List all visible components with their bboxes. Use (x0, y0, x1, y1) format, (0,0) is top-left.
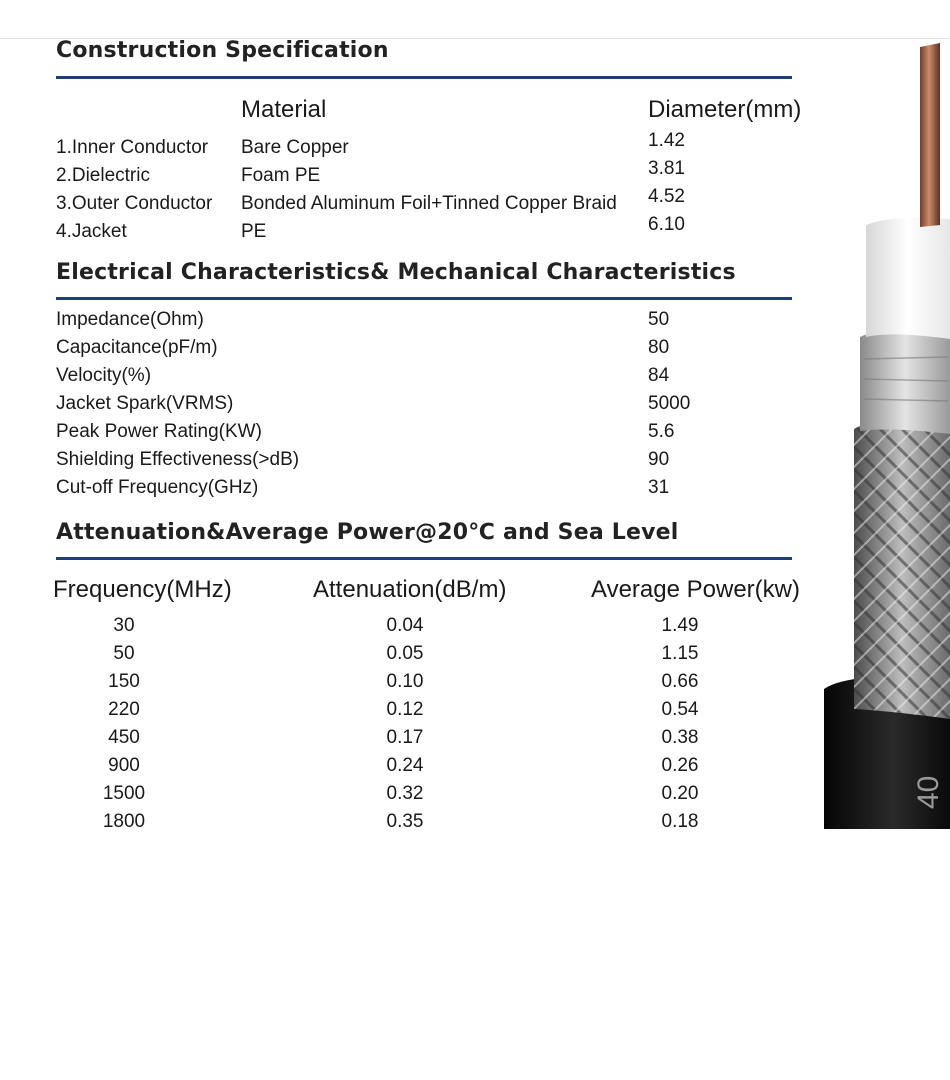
electrical-value: 84 (648, 365, 670, 386)
electrical-value: 31 (648, 477, 670, 498)
construction-material-value: Foam PE (241, 165, 321, 186)
construction-diameter-value: 4.52 (648, 186, 685, 207)
electrical-label: Peak Power Rating(KW) (56, 421, 262, 442)
construction-material-value: Bonded Aluminum Foil+Tinned Copper Braid (241, 193, 617, 214)
electrical-label: Capacitance(pF/m) (56, 337, 218, 358)
construction-diameter-value: 1.42 (648, 130, 685, 151)
attenuation-title: Attenuation&Average Power@20℃ and Sea Level (56, 520, 679, 545)
construction-part-label: 3.Outer Conductor (56, 193, 213, 214)
electrical-value: 5.6 (648, 421, 675, 442)
electrical-label: Cut-off Frequency(GHz) (56, 477, 259, 498)
frequency-cell: 220 (108, 699, 140, 720)
electrical-value: 80 (648, 337, 670, 358)
electrical-value: 50 (648, 309, 670, 330)
power-cell: 0.20 (661, 783, 699, 804)
power-cell: 1.15 (661, 643, 699, 664)
construction-part-label: 4.Jacket (56, 221, 127, 242)
attenuation-cell: 0.17 (386, 727, 424, 748)
construction-material-value: Bare Copper (241, 137, 349, 158)
frequency-cell: 50 (113, 643, 135, 664)
attenuation-cell: 0.12 (386, 699, 424, 720)
frequency-cell: 1500 (102, 783, 146, 804)
frequency-cell: 450 (108, 727, 140, 748)
cable-print-text: 40 (912, 775, 945, 809)
construction-title: Construction Specification (56, 38, 389, 63)
power-column-header: Average Power(kw) (591, 576, 800, 603)
frequency-cell: 150 (108, 671, 140, 692)
power-cell: 0.18 (661, 811, 699, 829)
power-cell: 1.49 (661, 615, 699, 636)
attenuation-cell: 0.10 (386, 671, 424, 692)
attenuation-column-header: Attenuation(dB/m) (313, 576, 507, 603)
frequency-column-header: Frequency(MHz) (53, 576, 232, 603)
power-cell: 0.66 (661, 671, 699, 692)
inner-conductor (920, 43, 940, 227)
attenuation-cell: 0.35 (386, 811, 424, 829)
coax-cable-illustration (820, 39, 950, 829)
attenuation-cell: 0.32 (386, 783, 424, 804)
electrical-label: Jacket Spark(VRMS) (56, 393, 234, 414)
braid-weave (854, 418, 950, 719)
electrical-title: Electrical Characteristics& Mechanical Characteristics (56, 260, 736, 285)
attenuation-cell: 0.04 (386, 615, 424, 636)
electrical-label: Impedance(Ohm) (56, 309, 204, 330)
power-cell: 0.54 (661, 699, 699, 720)
construction-part-label: 1.Inner Conductor (56, 137, 209, 158)
construction-diameter-value: 6.10 (648, 214, 685, 235)
material-column-header: Material (241, 96, 327, 123)
frequency-cell: 1800 (102, 811, 146, 829)
power-cell: 0.38 (661, 727, 699, 748)
spec-sheet (0, 38, 950, 829)
frequency-cell: 30 (113, 615, 135, 636)
frequency-cell: 900 (108, 755, 140, 776)
attenuation-rule (56, 557, 792, 560)
electrical-rule (56, 297, 792, 300)
electrical-label: Velocity(%) (56, 365, 152, 386)
electrical-label: Shielding Effectiveness(>dB) (56, 449, 300, 470)
construction-part-label: 2.Dielectric (56, 165, 150, 186)
diameter-column-header: Diameter(mm) (648, 96, 802, 123)
attenuation-cell: 0.05 (386, 643, 424, 664)
construction-diameter-value: 3.81 (648, 158, 685, 179)
dielectric-layer (866, 218, 950, 339)
attenuation-cell: 0.24 (386, 755, 424, 776)
construction-material-value: PE (241, 221, 267, 242)
electrical-value: 5000 (648, 393, 691, 414)
construction-rule (56, 76, 792, 79)
electrical-value: 90 (648, 449, 670, 470)
power-cell: 0.26 (661, 755, 699, 776)
